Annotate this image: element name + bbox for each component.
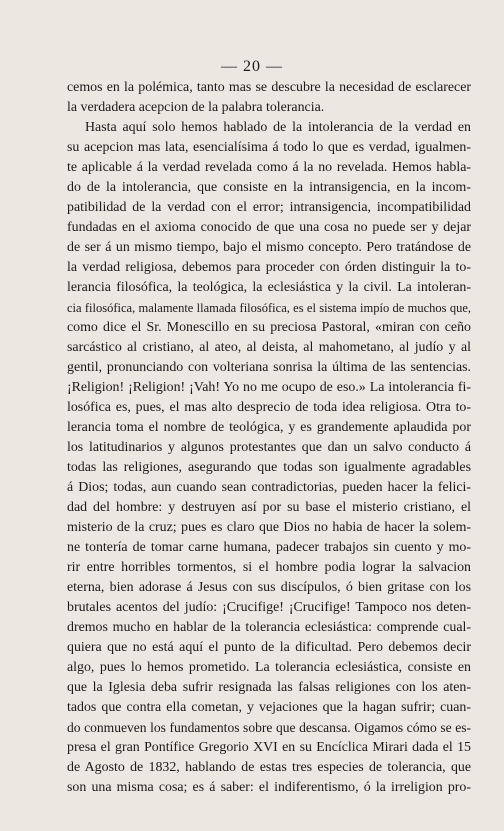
text-line: como dice el Sr. Monescillo en su preciosa Pastoral, «miran con ceño (67, 320, 471, 335)
text-line: do conmueven los fundamentos sobre que descansa. Oigamos cómo se es- (67, 720, 471, 735)
text-line: losófica es, pues, el mas alto desprecio de toda idea religiosa. Otra to- (67, 400, 471, 415)
text-line: cia filosófica, malamente llamada filosófica, es el sistema impío de muchos que, (67, 301, 471, 315)
text-line: Hasta aquí solo hemos hablado de la intolerancia de la verdad en (85, 120, 471, 135)
text-line: ¡Religion! ¡Religion! ¡Vah! Yo no me ocupo de eso.» La intolerancia fi- (67, 380, 471, 395)
text-line: misterio de la cruz; pues es claro que Dios no habia de hacer la solem- (67, 520, 471, 535)
text-line: lerancia filosófica, la teológica, la eclesiástica y la civil. La intoleran- (67, 280, 471, 295)
text-line: que la Iglesia deba sufrir resignada las falsas religiones con los aten- (67, 680, 471, 695)
text-line: de ser á un mismo tiempo, bajo el mismo concepto. Pero tratándose de (67, 240, 471, 255)
text-line: su acepcion mas lata, esencialísima á todo lo que es verdad, igualmen- (67, 140, 471, 155)
text-line: brutales acentos del judío: ¡Crucifige! ¡Crucifige! Tampoco nos deten- (67, 600, 471, 615)
text-line: sarcástico al cristiano, al ateo, al deista, al mahometano, al judío y al (67, 340, 471, 355)
text-line: gentil, pronunciando con volteriana sonrisa la última de las sentencias. (67, 360, 471, 375)
text-line: algo, pues lo hemos prometido. La tolerancia eclesiástica, consiste en (67, 660, 471, 675)
text-line: dad del hombre: y destruyen así por su base el misterio cristiano, el (67, 500, 471, 515)
text-line: eterna, bien adorase á Jesus con sus discípulos, ó bien gritase con los (67, 580, 471, 595)
text-line: la verdad religiosa, debemos para proceder con órden distinguir la to- (67, 260, 471, 275)
text-line: la verdadera acepcion de la palabra tolerancia. (67, 100, 325, 115)
text-line: á Dios; todas, aun cuando sean contradictorias, pueden hacer la felici- (67, 480, 471, 495)
text-line: de Agosto de 1832, hablando de estas tres especies de tolerancia, que (67, 760, 471, 775)
text-line: ne tontería de tomar carne humana, padecer trabajos sin cuento y mo- (67, 540, 471, 555)
text-line: todas las religiones, asegurando que todas son igualmente agradables (67, 460, 471, 475)
text-line: son una misma cosa; es á saber: el indiferentismo, ó la irreligion pro- (67, 780, 471, 795)
body-text (67, 78, 471, 798)
text-line: dremos mucho en hablar de la tolerancia eclesiástica: comprende cual- (67, 620, 471, 635)
text-line: tados que contra ella cometan, y vejaciones que la hagan sufrir; cuan- (67, 700, 471, 715)
page-number: — 20 — (221, 58, 283, 75)
text-line: rir entre horribles tormentos, si el hombre podia lograr la salvacion (67, 560, 471, 575)
text-line: patibilidad de la verdad con el error; intransigencia, incompatibilidad (67, 200, 471, 215)
text-line: cemos en la polémica, tanto mas se descubre la necesidad de esclarecer (67, 80, 471, 95)
text-line: te aplicable á la verdad revelada como á la no revelada. Hemos habla- (67, 160, 471, 175)
text-line: quiera que no está aquí el punto de la dificultad. Pero debemos decir (67, 640, 471, 655)
text-line: los latitudinarios y algunos protestantes que dan un salvo conducto á (67, 440, 471, 455)
text-line: presa el gran Pontífice Gregorio XVI en su Encíclica Mirari dada el 15 (67, 740, 471, 755)
text-line: fundadas en el axioma conocido de que una cosa no puede ser y dejar (67, 220, 471, 235)
text-line: do de la intolerancia, que consiste en la intransigencia, en la incom- (67, 180, 471, 195)
text-line: lerancia toma el nombre de teológica, y es grandemente aplaudida por (67, 420, 471, 435)
